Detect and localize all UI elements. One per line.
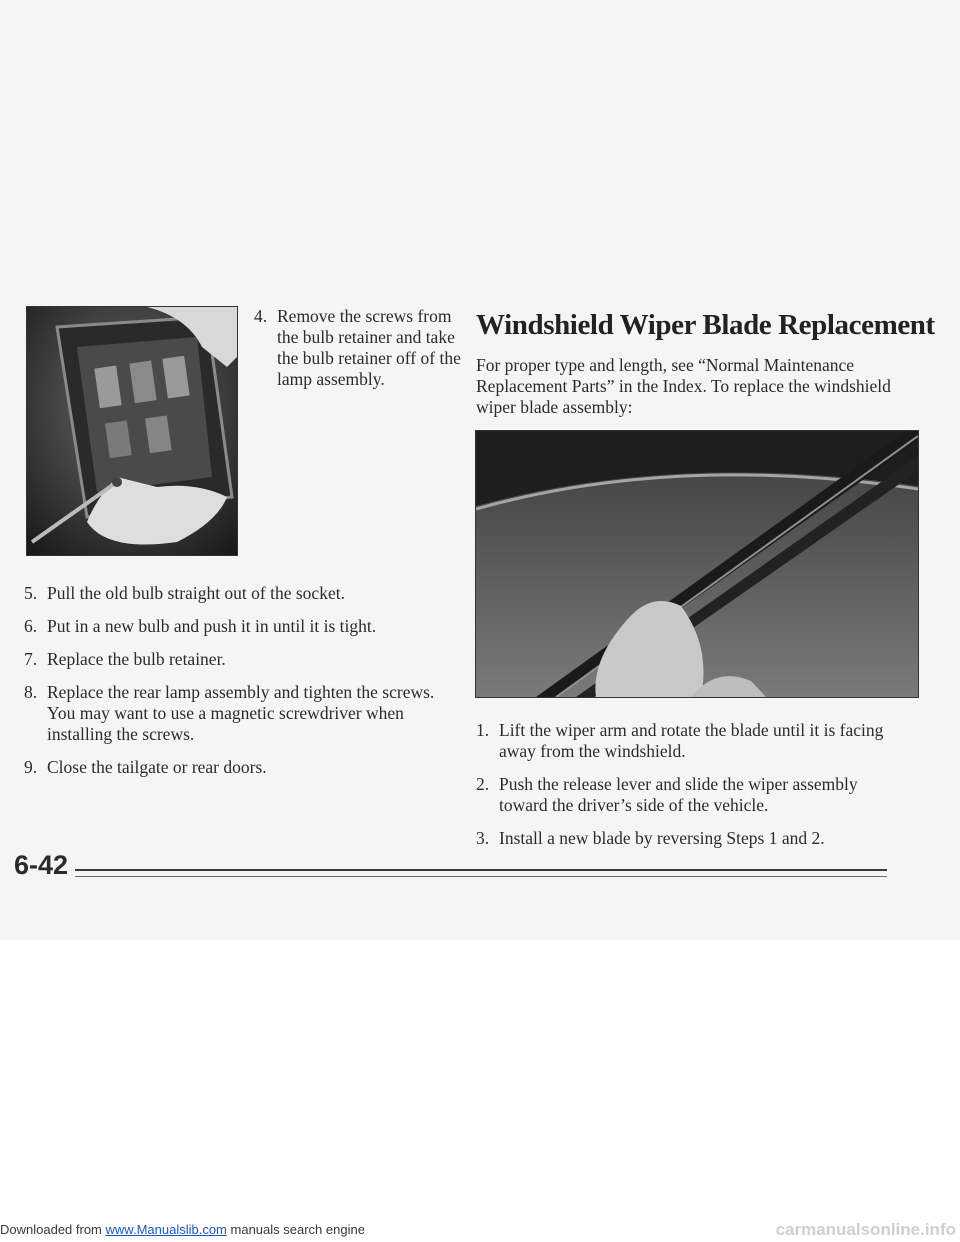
- right-step-list: [476, 720, 906, 861]
- section-intro: For proper type and length, see “Normal Maintenance Replacement Parts” in the Index. To replace the windshield wiper blade assembly:: [476, 355, 891, 417]
- download-prefix: Downloaded from: [0, 1222, 102, 1237]
- download-credit: [0, 1222, 365, 1237]
- step-number: 9.: [24, 757, 38, 777]
- list-item: [24, 583, 464, 604]
- step-number: 5.: [24, 583, 38, 603]
- step-text: Pull the old bulb straight out of the socket.: [47, 583, 345, 603]
- step-number: 7.: [24, 649, 38, 669]
- list-item: [24, 616, 464, 637]
- rear-lamp-assembly-photo: [26, 306, 238, 556]
- step-text: Install a new blade by reversing Steps 1 and 2.: [499, 828, 825, 848]
- step-text: Replace the rear lamp assembly and tighten the screws. You may want to use a magnetic screwdriver when installing the screws.: [47, 682, 435, 744]
- download-suffix: manuals search engine: [230, 1222, 365, 1237]
- list-item: [476, 774, 906, 816]
- list-item: [24, 649, 464, 670]
- step-text: Lift the wiper arm and rotate the blade until it is facing away from the windshield.: [499, 720, 884, 761]
- watermark: carmanualsonline.info: [775, 1220, 956, 1239]
- step-text: Push the release lever and slide the wiper assembly toward the driver’s side of the vehicle.: [499, 774, 858, 815]
- step-number: 8.: [24, 682, 38, 702]
- step-text: Put in a new bulb and push it in until it is tight.: [47, 616, 377, 636]
- list-item: [24, 757, 464, 778]
- section-heading: Windshield Wiper Blade Replacement: [476, 309, 935, 341]
- list-item: [476, 720, 906, 762]
- manualslib-link[interactable]: www.Manualslib.com: [105, 1222, 227, 1237]
- step-text: Remove the screws from the bulb retainer and take the bulb retainer off of the lamp assembly.: [277, 306, 461, 389]
- step-number: 1.: [476, 720, 490, 740]
- left-step-list: [24, 583, 464, 790]
- footer-rule: [75, 869, 887, 871]
- step-text: Replace the bulb retainer.: [47, 649, 226, 669]
- footer-rule-thin: [75, 876, 887, 877]
- step-number: 2.: [476, 774, 490, 794]
- step-text: Close the tailgate or rear doors.: [47, 757, 267, 777]
- step-number: 4.: [254, 306, 268, 326]
- step-number: 3.: [476, 828, 490, 848]
- step-number: 6.: [24, 616, 38, 636]
- wiper-blade-photo: [475, 430, 919, 698]
- step-4: [254, 306, 464, 390]
- list-item: [476, 828, 906, 849]
- list-item: [24, 682, 464, 745]
- page-number: 6-42: [14, 850, 69, 880]
